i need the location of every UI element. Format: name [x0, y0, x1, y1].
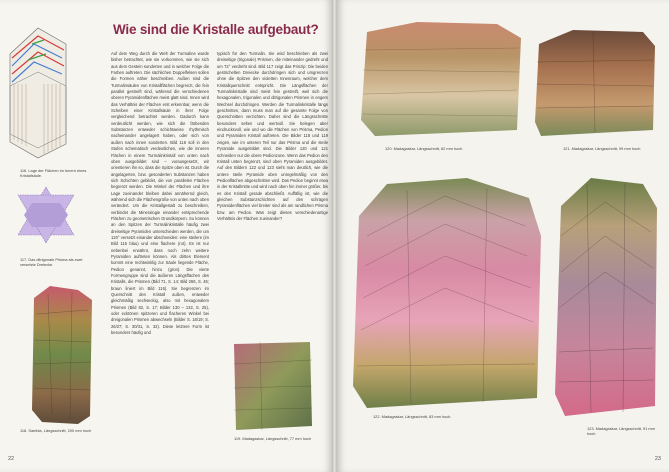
body-text-column-1: Auf dem Weg durch die Welt der Turmaline wurde bisher betrachtet, wie sie vorkommen, wie sie sich aus dem Gestein sonderten und in welcher Folge die Farben auftreten. Die sächlichen Doppelfelsen sollen die Formen näher beschreiben. Außen sind die Turmalinsäulen von Kristallflächen begrenzt, die fein parallel gestreift sind, während die verschiedenen oberen Pyramidenflächen meist glatt sind. Innen wird das Verhältnis der Flächen erst erkennbar, wenn die Scheiben einer Kristallsäule in ihrer Folge vergleichend betrachtet werden. Dadurch kann verdeutlicht werden, wie sich die färbenden Substanzen entweder schichtweise rhythmisch nacheinander angelagert haben, oder sich von außen nach innen sonderten. Bild 116 soll in den Stufen schematisch verdeutlichen, wie die inneren Flächen in einem Turmalinkristall von unten nach oben ausgebildet sind – vorausgesetzt, wir orientieren ihn so, dass die Spitze oben ist. Durch die angelagerten, bzw. gesonderten Substanzen haben sich Schichten gebildet, die von parallelen Flächen begrenzt werden. Die Winkel der Flächen und ihre Lage zueinander bleiben dabei annähernd gleich, während sich die Flächengröße von unten nach oben verändert. Um die Kristallgestalt zu beschreiben, verbindet die Mineralogie einander entsprechende Flächen zu geometrischen Grundkörpern. So können an den Spitzen der Turmalinkristalle häufig zwei dreiseitige Pyramiden unterschieden werden, die um 120° versetzt einander abschneiden: eine steilere (im Bild 116 blau) und eine flachere (rot). Es ist nur nebenbei erwähnt, dass noch zehn weitere Pyramiden auftreten können. Als drittes Element kommt eine rechtwinklig zur Säule liegende Fläche, Pedion genannt, hinzu (grün). Die vierte Formengruppe sind die äußeren Längsflächen des Kristalls, die Prismen (Bild 71, S. 14; Bild 266, S. 45; braun liniert im Bild 116). Sie begrenzen im Querschnitt den Kristall außen, entweder gleichmäßig sechseckig, also mit hexagonalem Prismen (Bild 82, S. 17; Bilder 130 – 132, S. 25), oder ecktönen spitzeren und flacheren Winkel bei dreigonalen Prismen abwechseln (Bilder S. 18/19; S. 26/27; S. 30/31, S. 32). Diese letztere Form ist besonders häufig und: [111, 51, 209, 336]
caption-118: 118. Sambia, Längsschnitt, 200 mm hoch: [20, 428, 92, 433]
caption-116: 116. Lage der Flächen im Innern eines Kristallsäule.: [20, 168, 87, 178]
tourmaline-slice-118: [28, 284, 96, 426]
caption-122: 122. Madagaskar, Längsschnitt, 83 mm hoch: [373, 414, 451, 419]
caption-123: 123. Madagaskar, Längsschnitt, 91 mm hoch: [587, 426, 655, 436]
caption-117: 117. Das ditrigonale Prisma als zwei versetzte Dreiecke.: [20, 257, 83, 267]
body-text-column-2: typisch für den Turmalin. Sie wird beschrieben als zwei dreiseitige (trigonale) Prismen, die miteinander gedreht und um 72° verdreht sind. Bild 117 zeigt das Prinzip: Die beiden gestrichelten Dreiecke durchdringen sich und umgrenzen ohne die Spitzen den violetten Innenraum, welcher dem Kristallquerschnitt entspricht. Die Längsflächen der Turmalinkristalle sind meist fein gestreift, weil sich die hexagonalen, trigonalen und ditrigonalen Prismen in engem Wechsel durchdringen. Werden die Turmalinkristalle längs geschnitten, dann muss man auf die gesamte Folge von Querschnitten verzichten. Daher sind die Längsschnitte besonders selten und wertvoll. Sie belegen aber eindrucksvoll, wie und wo die Flächen von Prisma, Pedion und Pyramiden Kristall auftreten. Die Bilder 118 und 119 zeigen, wie im unteren Teil nur das Prisma und die steile Pyramide ausgebildet sind. Die Bilder 120 und 121 schneiden nur die obere Pedionzone. Wenn das Pedion den Kristall unten begrenzt, sind oben Pyramiden ausgebildet. Auf den Bildern 122 und 123 sieht man deutlich, wie die untere steile Pyramide oben unregelmäßig von den Pedionflächen abgeschnitten wird. Das Pedion beginnt etwa in der Kristallmitte und wird nach oben hin immer größer, bis es den Kristall gerade abschließt. Auffällig ist, wie die gleichen Substanzschichten auf den schrägen Pyramidenflächen viel breiter sind als am randlichen Prisma bzw. am Pedion. Was zeigt dieses verschiedenartige Verhältnis der Flächen zueinander?: [217, 51, 328, 221]
page-heading: Wie sind die Kristalle aufgebaut?: [113, 22, 319, 37]
page-number-right: 23: [654, 456, 661, 462]
tourmaline-slice-123: [551, 176, 659, 420]
left-page: [0, 0, 332, 472]
ditrigonal-prism-diagram: [14, 185, 78, 245]
page-number-left: 22: [8, 456, 15, 462]
right-page: [337, 0, 669, 472]
caption-121: 121. Madagaskar, Längsschnitt, 99 mm hoch: [563, 146, 641, 151]
crystal-layer-diagram: [4, 24, 74, 162]
tourmaline-slice-120: [357, 20, 525, 138]
tourmaline-slice-119: [230, 340, 314, 432]
tourmaline-slice-121: [533, 26, 657, 138]
tourmaline-slice-122: [347, 176, 545, 412]
caption-120: 120. Madagaskar, Längsschnitt, 62 mm hoch: [385, 146, 463, 151]
caption-119: 119. Madagaskar, Längsschnitt, 77 mm hoch: [234, 436, 312, 441]
